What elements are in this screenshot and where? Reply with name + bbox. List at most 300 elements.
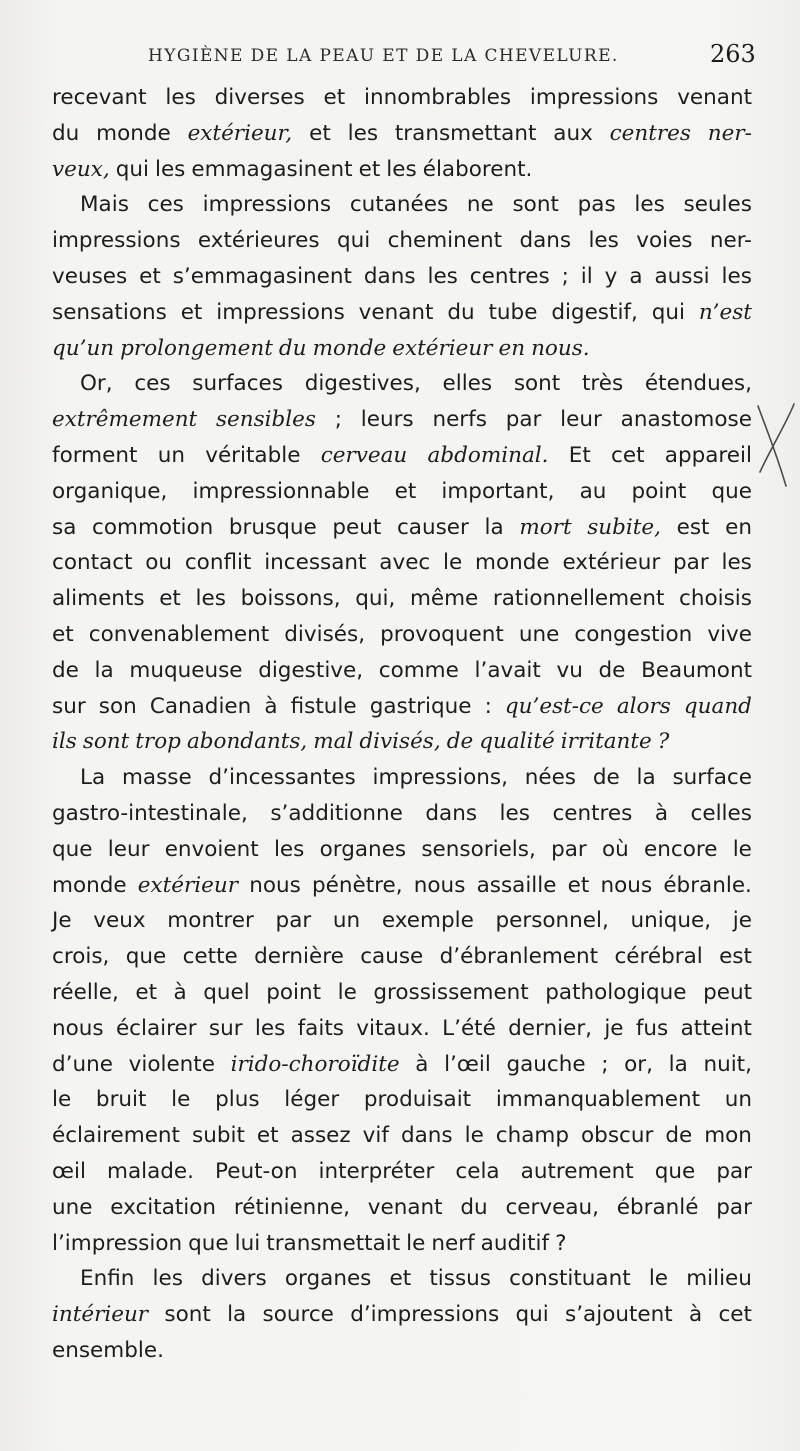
- word: nous: [413, 872, 466, 898]
- word: appareil: [664, 442, 752, 468]
- word: divisés,: [284, 621, 366, 647]
- word: impressionnable: [192, 478, 370, 504]
- paragraph: [52, 187, 752, 366]
- word: Canadien: [149, 693, 252, 719]
- word: par: [275, 908, 312, 934]
- italic-word: ner-: [707, 120, 752, 146]
- word: innombrables: [363, 85, 512, 110]
- word: dans: [363, 263, 416, 289]
- word: digestif,: [551, 299, 638, 325]
- paragraph: [52, 80, 752, 187]
- word: cet: [611, 442, 645, 468]
- page-number: 263: [710, 40, 756, 68]
- word: le: [732, 836, 752, 862]
- word: les: [152, 1266, 183, 1292]
- word: le: [464, 1123, 484, 1149]
- word: commotion: [92, 514, 214, 540]
- word: ou: [145, 550, 173, 576]
- italic-word: irritante: [560, 729, 652, 755]
- text-line: [52, 1118, 752, 1154]
- word: Or,: [80, 371, 113, 397]
- word: organes: [319, 836, 407, 862]
- word: milieu: [686, 1266, 752, 1292]
- italic-word: mort: [519, 514, 572, 540]
- italic-word: ?: [657, 729, 670, 755]
- word: le: [406, 1230, 426, 1256]
- paragraph: [52, 1261, 752, 1368]
- word: réelle,: [52, 979, 119, 1005]
- word: cérébral: [614, 944, 703, 970]
- text-line: [52, 1333, 752, 1369]
- italic-word: extérieur: [392, 335, 493, 361]
- word: la: [636, 765, 656, 791]
- word: d’une: [52, 1051, 113, 1077]
- word: centres: [469, 263, 550, 289]
- word: autrement: [520, 1158, 634, 1184]
- word: extérieur: [562, 550, 661, 576]
- word: au: [579, 478, 607, 504]
- italic-word: alors: [616, 693, 671, 719]
- word: impressions: [529, 85, 659, 110]
- word: monde: [96, 120, 171, 146]
- word: à: [173, 979, 187, 1005]
- word: auditif: [480, 1230, 550, 1256]
- word: venant: [367, 1194, 443, 1220]
- italic-word: abdominal.: [427, 442, 549, 468]
- word: de: [665, 1123, 693, 1149]
- italic-word: du: [278, 335, 307, 361]
- word: s’emmagasinent: [172, 263, 352, 289]
- word: aux: [553, 120, 593, 146]
- word: ;: [561, 263, 569, 289]
- text-line: [52, 724, 752, 760]
- text-line: [52, 796, 752, 832]
- word: transmettant: [394, 120, 537, 146]
- word: important,: [441, 478, 555, 504]
- word: violente: [128, 1051, 215, 1077]
- text-line: [52, 689, 752, 725]
- word: est: [676, 514, 710, 540]
- italic-word: sont: [82, 729, 130, 755]
- word: les: [347, 120, 379, 146]
- word: dans: [400, 1123, 453, 1149]
- word: ne: [466, 192, 494, 218]
- word: fus: [635, 1015, 669, 1041]
- word: congestion: [574, 621, 693, 647]
- text-line: [52, 366, 752, 402]
- word: nuit,: [703, 1051, 752, 1077]
- text-line: [52, 438, 752, 474]
- word: ;: [334, 407, 342, 433]
- word: et: [323, 85, 346, 110]
- word: par: [716, 1194, 752, 1220]
- italic-word: nous.: [531, 335, 590, 361]
- word: les: [499, 800, 530, 826]
- paragraph: [52, 366, 752, 760]
- word: les: [273, 836, 305, 862]
- word: les: [386, 156, 417, 182]
- text-line: [52, 832, 752, 868]
- word: choisis: [679, 586, 752, 612]
- word: tissus: [429, 1266, 492, 1292]
- word: assaille: [476, 872, 557, 898]
- word: très: [581, 371, 624, 397]
- word: dans: [425, 800, 478, 826]
- word: personnel,: [495, 908, 609, 934]
- italic-word: abondants,: [186, 729, 308, 755]
- word: tube: [488, 299, 538, 325]
- word: que: [711, 478, 752, 504]
- word: les: [165, 85, 196, 110]
- word: et: [309, 120, 331, 146]
- word: peut: [332, 514, 382, 540]
- text-line: [52, 187, 752, 223]
- word: à: [654, 800, 669, 826]
- word: nerfs: [432, 407, 487, 433]
- word: dernier,: [508, 1015, 592, 1041]
- word: sur: [208, 1015, 243, 1041]
- running-title: HYGIÈNE DE LA PEAU ET DE LA CHEVELURE.: [148, 46, 619, 66]
- word: et: [159, 586, 181, 612]
- word: du: [447, 299, 475, 325]
- text-line: [52, 545, 752, 581]
- word: excitation: [110, 1194, 217, 1220]
- word: pathologique: [545, 979, 687, 1005]
- word: ébranle.: [663, 872, 752, 898]
- text-line: [52, 510, 752, 546]
- word: les: [427, 263, 458, 289]
- word: un: [157, 442, 185, 468]
- word: les: [721, 550, 752, 576]
- word: faits: [297, 1015, 344, 1041]
- word: elles: [442, 371, 493, 397]
- word: vitaux.: [356, 1015, 430, 1041]
- word: leur: [107, 836, 150, 862]
- word: que: [654, 1158, 696, 1184]
- word: diverses: [214, 85, 305, 110]
- word: seules: [683, 192, 752, 218]
- word: transmettait: [266, 1230, 401, 1256]
- word: sur: [52, 693, 86, 719]
- italic-word: extérieur,: [187, 120, 293, 146]
- word: les: [634, 192, 665, 218]
- word: ?: [555, 1230, 567, 1256]
- word: unique,: [630, 908, 712, 934]
- word: leur: [560, 407, 602, 433]
- word: par: [673, 550, 709, 576]
- word: ner-: [709, 228, 752, 254]
- italic-word: irido-choroïdite: [230, 1051, 400, 1077]
- margin-x-mark: [752, 400, 798, 490]
- italic-word: extérieur: [137, 872, 239, 898]
- word: celles: [690, 800, 752, 826]
- word: constituant: [509, 1266, 631, 1292]
- word: ;: [601, 1051, 609, 1077]
- word: vive: [707, 621, 752, 647]
- word: est: [719, 944, 752, 970]
- word: Enfin: [80, 1266, 135, 1292]
- word: d’incessantes: [208, 765, 356, 791]
- word: interpréter: [318, 1158, 435, 1184]
- word: l’impression: [52, 1230, 183, 1256]
- word: Je: [52, 908, 72, 934]
- word: et: [180, 299, 203, 325]
- word: une: [518, 621, 560, 647]
- word: et: [358, 156, 381, 182]
- word: qui,: [355, 586, 396, 612]
- word: les: [721, 263, 752, 289]
- word: forment: [52, 442, 138, 468]
- word: sensations: [52, 299, 167, 325]
- word: ébranlé: [616, 1194, 699, 1220]
- word: le: [337, 979, 357, 1005]
- word: atteint: [680, 1015, 752, 1041]
- word: d’impressions: [350, 1302, 500, 1328]
- word: les: [254, 1015, 286, 1041]
- word: surface: [672, 765, 752, 791]
- word: organique,: [52, 478, 168, 504]
- text-line: [52, 653, 752, 689]
- word: et: [52, 621, 74, 647]
- text-line: [52, 903, 752, 939]
- word: point: [266, 979, 322, 1005]
- word: y: [604, 263, 618, 289]
- word: les: [154, 156, 186, 182]
- word: contact: [52, 550, 133, 576]
- word: impressions: [202, 192, 332, 218]
- word: véritable: [205, 442, 301, 468]
- italic-word: veux,: [52, 156, 110, 182]
- italic-word: subite,: [587, 514, 661, 540]
- word: brusque: [228, 514, 317, 540]
- word: nées: [524, 765, 577, 791]
- body-text: [52, 80, 752, 1369]
- word: voies: [636, 228, 693, 254]
- word: du: [460, 1194, 488, 1220]
- word: où: [601, 836, 629, 862]
- word: impressions: [216, 299, 345, 325]
- text-line: [52, 80, 752, 116]
- word: pas: [577, 192, 616, 218]
- word: obscur: [581, 1123, 654, 1149]
- text-line: [52, 116, 752, 152]
- word: vif: [362, 1123, 389, 1149]
- word: nous: [52, 1015, 104, 1041]
- word: nerf: [431, 1230, 475, 1256]
- word: bruit: [95, 1087, 147, 1113]
- word: les: [588, 228, 619, 254]
- word: vu: [556, 657, 583, 683]
- word: encore: [644, 836, 718, 862]
- word: un: [332, 908, 361, 934]
- word: de: [52, 657, 79, 683]
- word: son: [98, 693, 137, 719]
- word: que: [52, 836, 93, 862]
- word: qui: [651, 299, 685, 325]
- word: recevant: [52, 85, 147, 110]
- word: et: [394, 478, 417, 504]
- text-line: [52, 259, 752, 295]
- word: rationnellement: [492, 586, 665, 612]
- word: aussi: [654, 263, 710, 289]
- italic-word: ils: [52, 729, 77, 755]
- word: :: [484, 693, 492, 719]
- word: Peut-on: [215, 1158, 298, 1184]
- word: dernière: [254, 944, 344, 970]
- word: par: [716, 1158, 752, 1184]
- word: cheminent: [387, 228, 503, 254]
- word: cause: [360, 944, 424, 970]
- text-line: [52, 295, 752, 331]
- word: La: [80, 765, 106, 791]
- word: que: [125, 944, 167, 970]
- text-line: [52, 1154, 752, 1190]
- word: impressions,: [372, 765, 508, 791]
- word: assez: [290, 1123, 351, 1149]
- italic-word: centres: [609, 120, 691, 146]
- word: incessant: [264, 550, 367, 576]
- word: à: [264, 693, 278, 719]
- word: la: [484, 514, 504, 540]
- italic-word: qualité: [479, 729, 555, 755]
- word: veuses: [52, 263, 128, 289]
- text-line: [52, 402, 752, 438]
- word: du: [52, 120, 80, 146]
- text-line: [52, 617, 752, 653]
- word: sa: [52, 514, 77, 540]
- word: envoient: [164, 836, 259, 862]
- word: comme: [378, 657, 459, 683]
- paragraph: [52, 760, 752, 1261]
- word: sont: [512, 192, 559, 218]
- text-line: [52, 581, 752, 617]
- word: divers: [201, 1266, 267, 1292]
- word: monde: [52, 872, 127, 898]
- word: champ: [495, 1123, 570, 1149]
- word: grossissement: [373, 979, 529, 1005]
- word: a: [629, 263, 643, 289]
- word: et: [567, 872, 590, 898]
- text-line: [52, 1261, 752, 1297]
- word: ensemble.: [52, 1337, 164, 1363]
- word: gastrique: [369, 693, 472, 719]
- word: lui: [234, 1230, 261, 1256]
- word: l’œil: [444, 1051, 491, 1077]
- word: emmagasinent: [191, 156, 353, 182]
- italic-word: intérieur: [52, 1302, 149, 1328]
- italic-word: quand: [683, 693, 752, 719]
- word: à: [415, 1051, 429, 1077]
- word: à: [688, 1302, 703, 1328]
- word: sont: [164, 1302, 211, 1328]
- italic-word: sensibles: [216, 407, 316, 433]
- text-line: [52, 1226, 752, 1262]
- word: les: [195, 586, 226, 612]
- word: de: [598, 657, 626, 683]
- word: or,: [624, 1051, 653, 1077]
- word: conflit: [184, 550, 252, 576]
- word: Mais: [80, 192, 129, 218]
- word: avec: [379, 550, 431, 576]
- word: digestive,: [258, 657, 364, 683]
- word: provoquent: [380, 621, 504, 647]
- word: éclairement: [52, 1123, 180, 1149]
- word: immanquablement: [495, 1087, 701, 1113]
- word: aliments: [52, 586, 145, 612]
- word: et: [135, 979, 158, 1005]
- italic-word: qu’est-ce: [504, 693, 604, 719]
- word: je: [732, 908, 752, 934]
- word: monde: [475, 550, 550, 576]
- word: je: [604, 1015, 624, 1041]
- word: même: [409, 586, 479, 612]
- word: l’avait: [474, 657, 541, 683]
- text-line: [52, 474, 752, 510]
- italic-word: qu’un: [52, 335, 115, 361]
- word: léger: [284, 1087, 340, 1113]
- word: boissons,: [240, 586, 341, 612]
- word: rétinienne,: [233, 1194, 350, 1220]
- word: le: [443, 550, 463, 576]
- word: exemple: [381, 908, 474, 934]
- word: subit: [192, 1123, 245, 1149]
- word: par: [551, 836, 587, 862]
- word: centres: [552, 800, 633, 826]
- word: montrer: [167, 908, 254, 934]
- italic-word: mal: [313, 729, 354, 755]
- word: éclairer: [115, 1015, 197, 1041]
- word: anastomose: [620, 407, 752, 433]
- word: convenablement: [88, 621, 270, 647]
- word: muqueuse: [129, 657, 243, 683]
- word: par: [505, 407, 542, 433]
- word: la: [227, 1302, 247, 1328]
- word: s’ajoutent: [565, 1302, 673, 1328]
- word: organes: [284, 1266, 372, 1292]
- word: surfaces: [192, 371, 283, 397]
- word: venant: [358, 299, 434, 325]
- text-line: [52, 331, 752, 367]
- italic-word: de: [446, 729, 474, 755]
- word: point: [631, 478, 687, 504]
- word: la: [668, 1051, 688, 1077]
- word: masse: [121, 765, 192, 791]
- text-line: [52, 1190, 752, 1226]
- word: impressions: [52, 228, 181, 254]
- text-line: [52, 1047, 752, 1083]
- text-line: [52, 1082, 752, 1118]
- text-line: [52, 760, 752, 796]
- italic-word: prolongement: [120, 335, 273, 361]
- word: étendues,: [644, 371, 752, 397]
- word: d’ébranlement: [439, 944, 599, 970]
- word: cette: [182, 944, 238, 970]
- word: dans: [519, 228, 572, 254]
- word: en: [725, 514, 752, 540]
- word: et: [139, 263, 161, 289]
- word: un: [724, 1087, 752, 1113]
- word: causer: [396, 514, 469, 540]
- word: produisait: [363, 1087, 472, 1113]
- word: qui: [515, 1302, 549, 1328]
- italic-word: cerveau: [320, 442, 408, 468]
- word: qui: [115, 156, 149, 182]
- text-line: [52, 1011, 752, 1047]
- italic-word: n’est: [698, 299, 752, 325]
- word: Et: [568, 442, 591, 468]
- word: une: [52, 1194, 93, 1220]
- word: malade.: [107, 1158, 194, 1184]
